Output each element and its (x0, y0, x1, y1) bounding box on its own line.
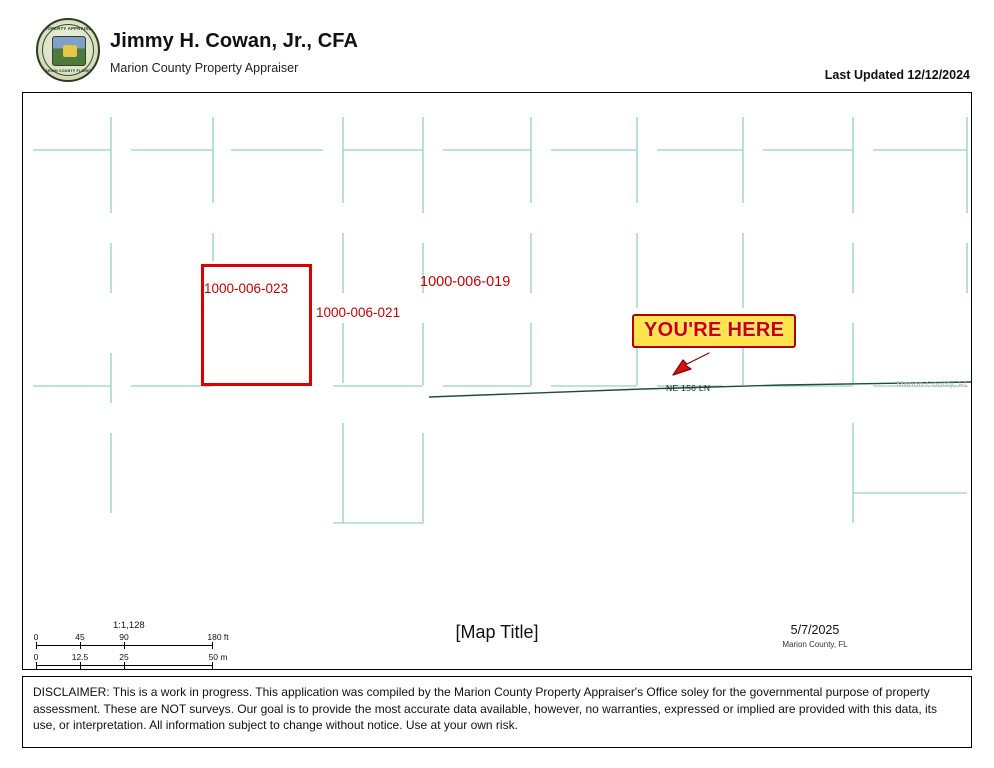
last-updated-text: Last Updated 12/12/2024 (824, 68, 970, 82)
scale-tick (212, 662, 213, 669)
disclaimer-text: DISCLAIMER: This is a work in progress. This application was compiled by the Marion County Property Appraiser's Office soley for the governmental purpose of property assessment. These are NOT surveys. Our goal is to provide the most accurate data available, however, no warranties, expressed or implied are provided with this data, its use, or interpretation. All information subject to change without notice. Use at your own risk. (22, 676, 972, 748)
parcel-lines-layer (23, 93, 971, 669)
scale-tick (36, 642, 37, 649)
scale-tick (36, 662, 37, 669)
location-arrow-icon (669, 351, 711, 377)
map-date: 5/7/2025 (790, 623, 840, 637)
scale-label-meters-0: 0 (33, 652, 39, 662)
youre-here-callout: YOU'RE HERE (632, 314, 796, 348)
scale-ratio-text: 1:1,128 (113, 620, 145, 631)
scale-bar-meters (28, 652, 248, 670)
scale-tick (80, 642, 81, 649)
scale-ticks-meters (33, 652, 228, 668)
seal-bottom-text: MARION COUNTY FLORIDA (42, 69, 94, 73)
map-county: Marion County, FL (782, 640, 848, 649)
parcel-label-1000-006-021[interactable]: 1000-006-021 (316, 305, 401, 320)
map-frame[interactable] (22, 92, 972, 670)
scale-tick (124, 662, 125, 669)
scale-label-feet-1: 45 (75, 632, 85, 642)
scale-label-feet-3: 180 ft (207, 632, 229, 642)
title-block (110, 30, 358, 75)
scale-label-meters-2: 25 (119, 652, 129, 662)
scale-label-meters-1: 12.5 (71, 652, 89, 662)
map-canvas[interactable] (23, 93, 971, 669)
map-title: [Map Title] (455, 622, 539, 642)
seal-top-text: PROPERTY APPRAISER (41, 26, 95, 31)
scale-tick (124, 642, 125, 649)
office-name: Marion County Property Appraiser (110, 61, 299, 75)
header (22, 10, 972, 88)
scale-tick (80, 662, 81, 669)
date-block (700, 623, 930, 649)
scale-label-feet-0: 0 (33, 632, 39, 642)
county-seal-icon (36, 18, 100, 82)
map-watermark: Marion County, FL (896, 379, 969, 389)
parcel-label-1000-006-019[interactable]: 1000-006-019 (420, 274, 511, 290)
scale-label-meters-3: 50 m (208, 652, 228, 662)
parcel-label-1000-006-023[interactable]: 1000-006-023 (204, 281, 289, 296)
scale-tick (212, 642, 213, 649)
road-label: NE 156 LN (666, 383, 711, 393)
seal-emblem (52, 36, 86, 66)
scale-label-feet-2: 90 (119, 632, 129, 642)
appraiser-name: Jimmy H. Cowan, Jr., CFA (110, 30, 359, 52)
